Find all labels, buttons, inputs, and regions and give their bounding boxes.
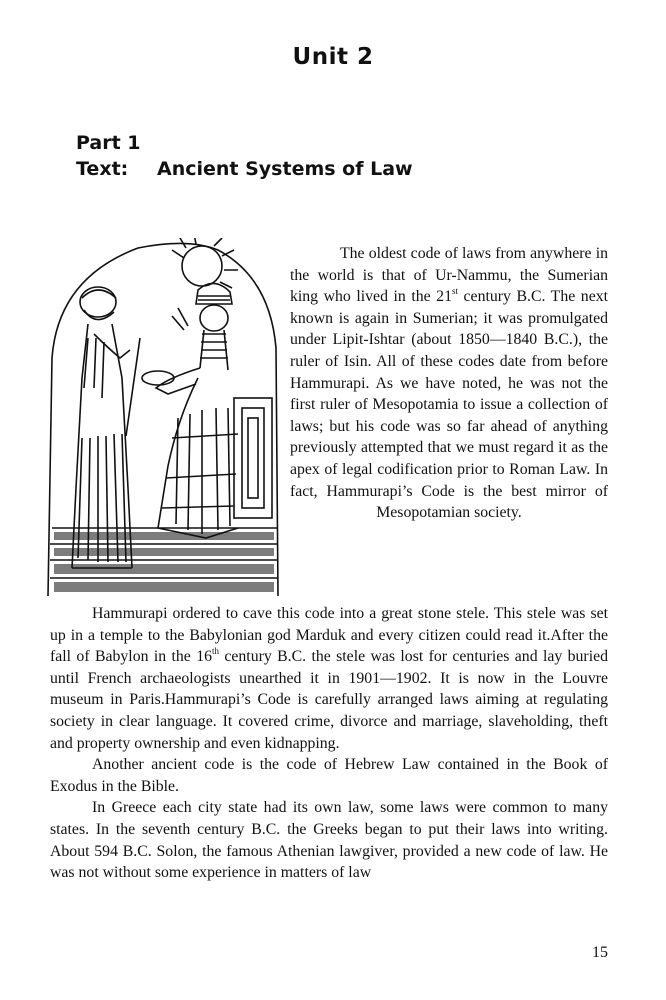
paragraph [50,603,608,754]
paragraph-text: century B.C. the stele was lost for centuries and lay buried until French archaeologists unearthed it in 1901—1902. It is now in the Louvre museum in Paris.Hammurapi’s Code is carefully arranged laws aiming at regulating society in clear language. It covered crime, divorce and marriage, slaveholding, theft and property ownership and even kidnapping. [50,648,608,752]
page-number: 15 [592,944,608,961]
unit-title: Unit 2 [292,44,374,70]
part-label: Part 1 [76,132,141,154]
text-title: Ancient Systems of Law [157,158,413,180]
body-text [50,603,608,884]
section-heading [76,130,413,182]
first-paragraph [290,243,608,524]
hammurabi-stele-illustration [38,238,286,596]
ordinal-th: th [212,646,220,657]
ordinal-st: st [451,286,458,297]
text-label: Text: [76,158,129,180]
stele-outline [48,243,278,596]
first-paragraph-text: The oldest code of laws from anywhere in the world is that of Ur-Nammu, the Sumerian king who lived in the 21 [290,245,608,306]
first-paragraph-rest: century B.C. The next known is again in Sumerian; it was promulgated under Lipit-Ishtar (about 1850—1840 B.C.), the ruler of Isin. All of these codes date from before Hammurapi. As we have noted, he was not the first ruler of Mesopotamia to issue a collection of laws; but his code was so far ahead of anything previously attempted that we must regard it as the apex of legal codification prior to Roman Law. In fact, Hammurapi’s Code is the best mirror of Mesopotamian society. [290,288,608,522]
paragraph: In Greece each city state had its own law, some laws were common to many states. In the seventh century B.C. the Greeks began to put their laws into writing. About 594 B.C. Solon, the famous Athenian lawgiver, provided a new code of law. He was not without some experience in matters of law [50,799,608,882]
text-title-line [76,156,413,182]
paragraph: Another ancient code is the code of Hebrew Law contained in the Book of Exodus in the Bible. [50,756,608,795]
paragraph-text: Hammurapi ordered to cave this code into a great stone stele. This stele was set up in a temple to the Babylonian god Marduk and every citizen could read it.After the fall of Babylon in the 16 [50,605,608,666]
